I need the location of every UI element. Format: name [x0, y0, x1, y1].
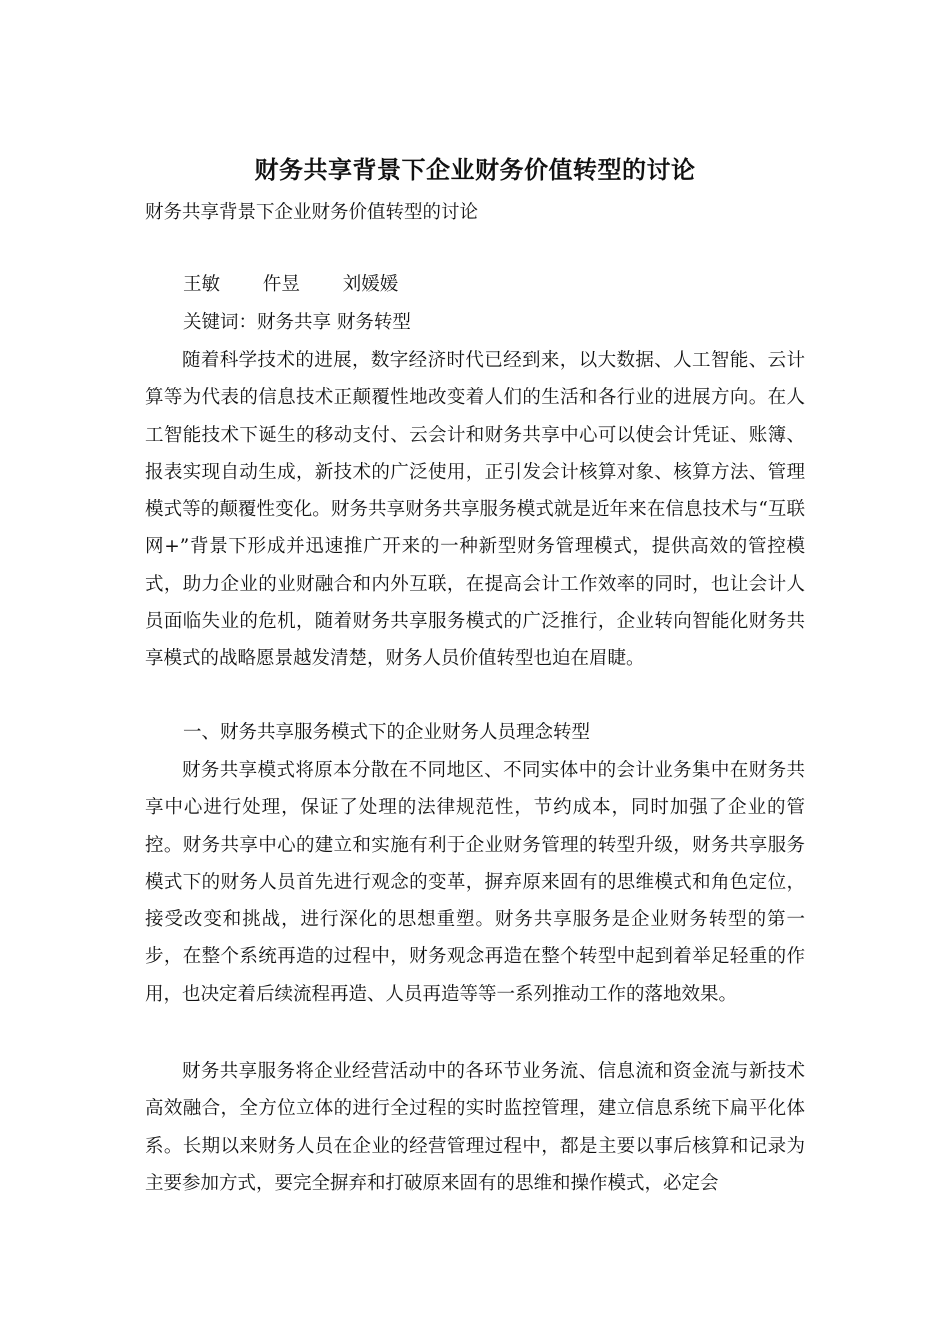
keywords-line: 关键词：财务共享 财务转型: [183, 312, 411, 333]
body-paragraph-intro: 随着科学技术的进展，数字经济时代已经到来，以大数据、人工智能、云计算等为代表的信息技术正颠覆性地改变着人们的生活和各行业的进展方向。在人工智能技术下诞生的移动支付、云会计和财务共享中心可以使会计凭证、账簿、报表实现自动生成，新技术的广泛使用，正引发会计核算对象、核算方法、管理模式等的颠覆性变化。财务共享财务共享服务模式就是近年来在信息技术与“互联网+”背景下形成并迅速推广开来的一种新型财务管理模式，提供高效的管控模式，助力企业的业财融合和内外互联，在提高会计工作效率的同时，也让会计人员面临失业的危机，随着财务共享服务模式的广泛推行，企业转向智能化财务共享模式的战略愿景越发清楚，财务人员价值转型也迫在眉睫。: [145, 350, 805, 670]
section-heading: 一、财务共享服务模式下的企业财务人员理念转型: [183, 722, 591, 743]
body-paragraph-concept: 财务共享模式将原本分散在不同地区、不同实体中的会计业务集中在财务共享中心进行处理，保证了处理的法律规范性，节约成本，同时加强了企业的管控。财务共享中心的建立和实施有利于企业财务管理的转型升级，财务共享服务模式下的财务人员首先进行观念的变革，摒弃原来固有的思维模式和角色定位，接受改变和挑战，进行深化的思想重塑。财务共享服务是企业财务转型的第一步，在整个系统再造的过程中，财务观念再造在整个转型中起到着举足轻重的作用，也决定着后续流程再造、人员再造等等一系列推动工作的落地效果。: [145, 760, 805, 1005]
body-paragraph-integration: 财务共享服务将企业经营活动中的各环节业务流、信息流和资金流与新技术高效融合，全方位立体的进行全过程的实时监控管理，建立信息系统下扁平化体系。长期以来财务人员在企业的经营管理过程中，都是主要以事后核算和记录为主要参加方式，要完全摒弃和打破原来固有的思维和操作模式，必定会: [145, 1061, 805, 1194]
document-subtitle: 财务共享背景下企业财务价值转型的讨论: [145, 202, 479, 223]
author-line: 王敏 仵昱 刘媛媛: [183, 274, 399, 295]
document-title: 财务共享背景下企业财务价值转型的讨论: [254, 155, 696, 184]
